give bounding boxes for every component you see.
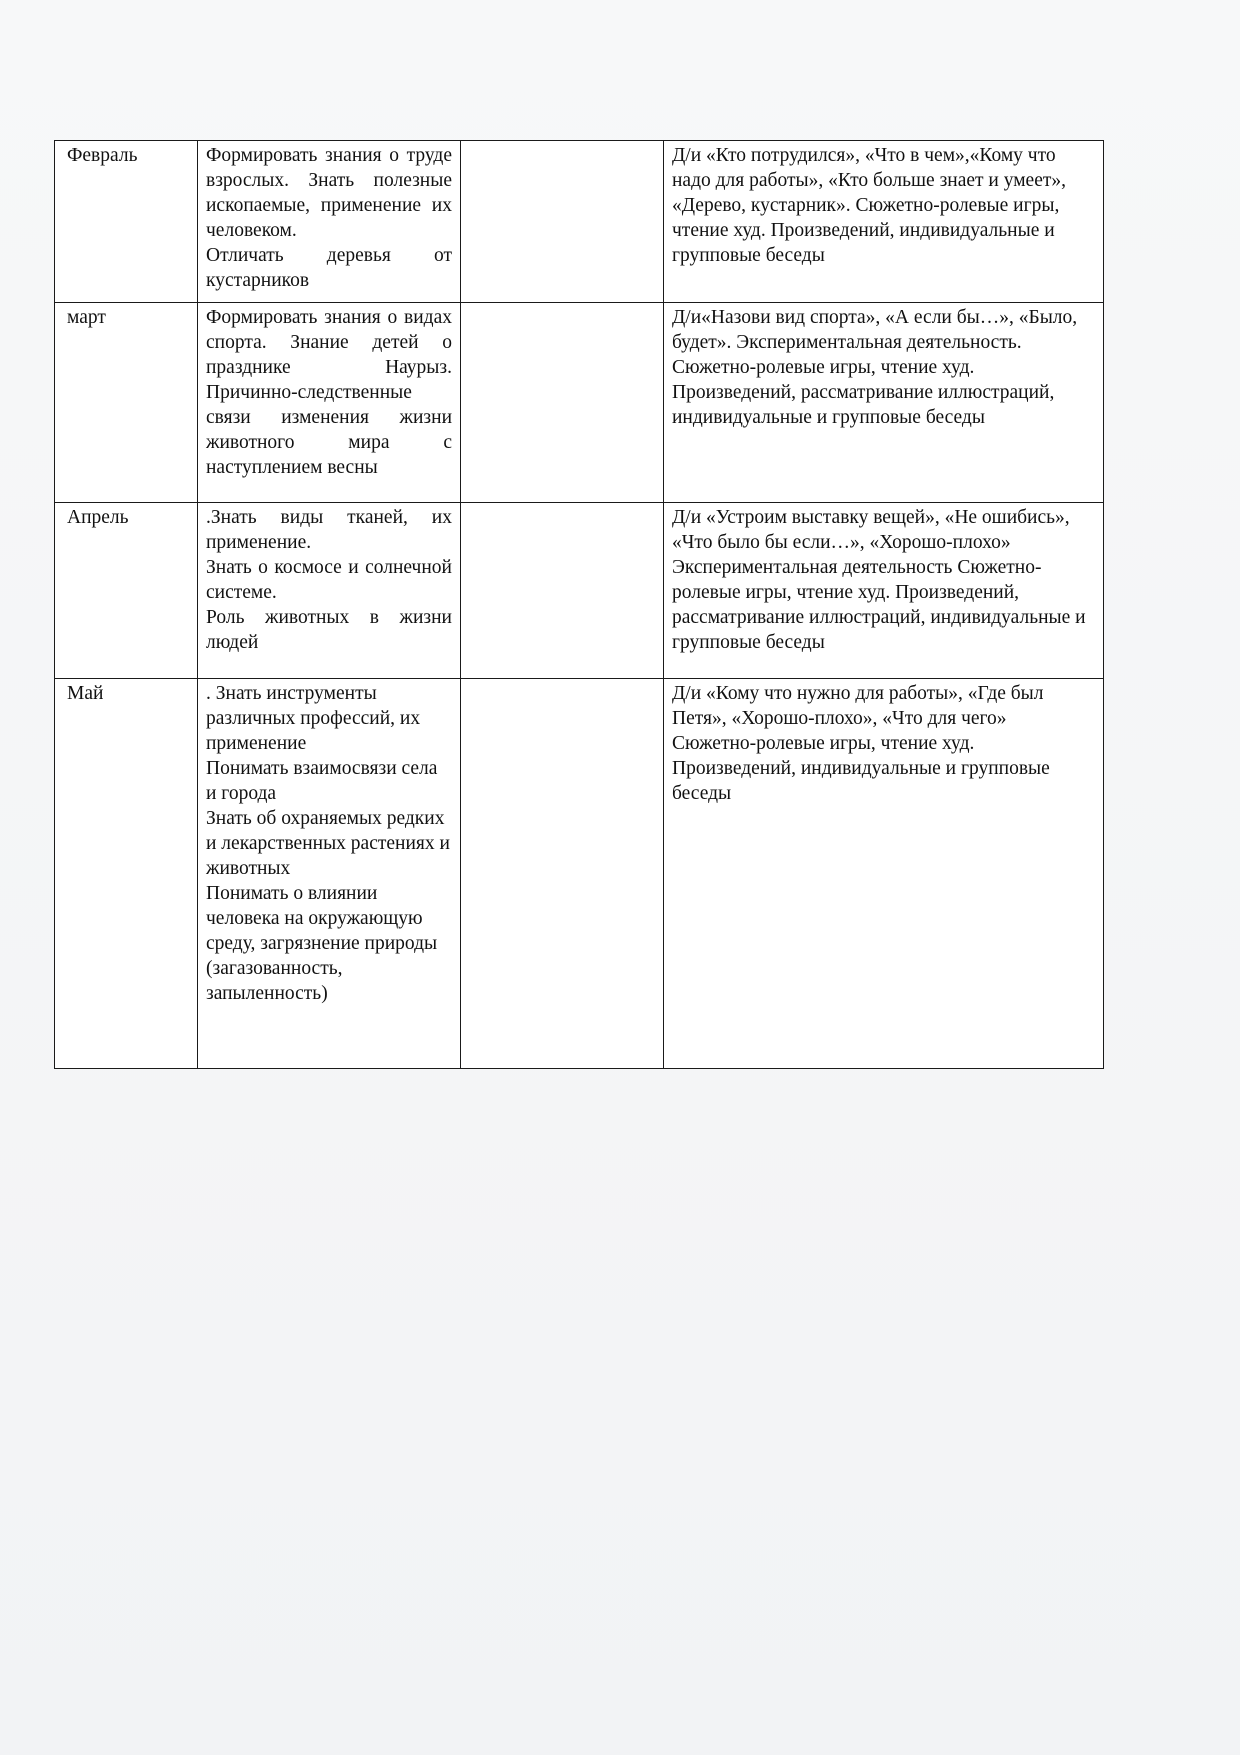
goal-text: Формировать знания о видах спорта. Знание детей о празднике Наурыз. Причинно-следственные связи изменения жизни животного мира с наступлением весны (206, 307, 452, 478)
methods-cell (461, 503, 664, 679)
methods-cell (461, 141, 664, 303)
month-cell: Май (55, 679, 198, 1069)
goal-text: Роль животных в жизни людей (206, 607, 452, 653)
activities-cell: Д/и «Кто потрудился», «Что в чем»,«Кому что надо для работы», «Кто больше знает и умеет», «Дерево, кустарник». Сюжетно-ролевые игры, чтение худ. Произведений, индивидуальные и групповые беседы (664, 141, 1104, 303)
activities-cell: Д/и «Кому что нужно для работы», «Где был Петя», «Хорошо-плохо», «Что для чего» Сюжетно-ролевые игры, чтение худ. Произведений, индивидуальные и групповые беседы (664, 679, 1104, 1069)
goals-cell (198, 303, 461, 503)
goal-text: .Знать виды тканей, их применение. (206, 507, 452, 553)
month-cell: Февраль (55, 141, 198, 303)
activities-cell: Д/и «Устроим выставку вещей», «Не ошибись», «Что было бы если…», «Хорошо-плохо» Экспериментальная деятельность Сюжетно-ролевые игры, чтение худ. Произведений, рассматривание иллюстраций, индивидуальные и групповые беседы (664, 503, 1104, 679)
goals-cell (198, 503, 461, 679)
goal-text: Понимать взаимосвязи села и города (206, 758, 438, 804)
goals-cell (198, 679, 461, 1069)
month-cell: Апрель (55, 503, 198, 679)
goal-text: Знать об охраняемых редких и лекарственных растениях и животных (206, 808, 450, 879)
goal-text: Понимать о влиянии человека на окружающую среду, загрязнение природы (загазованность, запыленность) (206, 883, 438, 1004)
goal-text: Формировать знания о труде взрослых. Знать полезные ископаемые, применение их человеком. (206, 145, 452, 241)
table-row (55, 679, 1104, 1069)
methods-cell (461, 679, 664, 1069)
goal-text: . Знать инструменты различных профессий, их применение (206, 683, 421, 754)
month-cell: март (55, 303, 198, 503)
methods-cell (461, 303, 664, 503)
table-row (55, 141, 1104, 303)
goals-cell (198, 141, 461, 303)
plan-table (54, 140, 1104, 1069)
table-row (55, 303, 1104, 503)
activities-cell: Д/и«Назови вид спорта», «А если бы…», «Было, будет». Экспериментальная деятельность. Сюжетно-ролевые игры, чтение худ. Произведений, рассматривание иллюстраций, индивидуальные и групповые беседы (664, 303, 1104, 503)
goal-text: Отличать деревья от кустарников (206, 245, 452, 291)
goal-text: Знать о космосе и солнечной системе. (206, 557, 452, 603)
table-row (55, 503, 1104, 679)
